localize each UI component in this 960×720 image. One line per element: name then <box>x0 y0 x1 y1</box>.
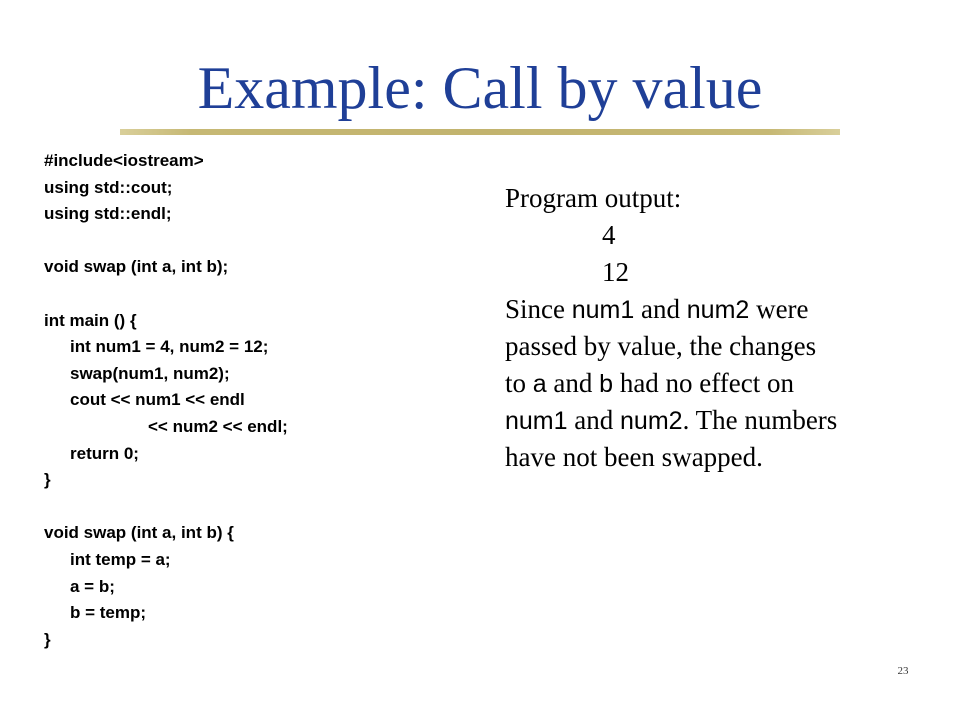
slide-title: Example: Call by value <box>197 55 763 121</box>
explanation-text: and <box>574 405 614 435</box>
code-line: } <box>44 470 51 490</box>
code-line: } <box>44 629 51 649</box>
explanation-line-2: passed by value, the changes <box>505 331 817 361</box>
code-line: swap(num1, num2); <box>70 363 230 383</box>
output-label: Program output: <box>505 183 682 213</box>
variable-num2: num2 <box>686 296 750 324</box>
explanation-line-4 <box>505 402 935 439</box>
variable-num1: num1 <box>505 407 568 435</box>
explanation-text: were <box>756 294 809 324</box>
code-block <box>44 148 464 653</box>
code-line: int temp = a; <box>70 549 171 569</box>
explanation-line-3 <box>505 365 935 402</box>
code-line-blank <box>44 228 464 255</box>
variable-a: a <box>532 370 547 398</box>
output-value-2: 12 <box>602 257 629 287</box>
code-line: << num2 << endl; <box>148 416 288 436</box>
page-number: 23 <box>897 665 909 677</box>
code-line: using std::cout; <box>44 177 173 197</box>
code-line-blank <box>44 494 464 521</box>
code-line: return 0; <box>70 443 139 463</box>
explanation-text: had no effect on <box>619 368 794 398</box>
explanation-text: and <box>641 294 681 324</box>
code-line: cout << num1 << endl <box>70 390 245 410</box>
title-underline <box>120 129 840 135</box>
code-line: a = b; <box>70 576 115 596</box>
variable-num1: num1 <box>571 296 635 324</box>
code-line: void swap (int a, int b); <box>44 257 229 277</box>
code-line: int main () { <box>44 310 137 330</box>
explanation-text: to <box>505 368 527 398</box>
code-line: void swap (int a, int b) { <box>44 523 234 543</box>
explanation-text: . The numbers <box>682 405 838 435</box>
program-output-panel <box>505 180 935 476</box>
code-line: int num1 = 4, num2 = 12; <box>70 337 269 357</box>
code-line-blank <box>44 281 464 308</box>
code-line: using std::endl; <box>44 204 172 224</box>
code-line: b = temp; <box>70 603 147 623</box>
explanation-text: and <box>553 368 593 398</box>
explanation-line-1 <box>505 291 935 328</box>
variable-num2: num2 <box>620 407 683 435</box>
explanation-text: Since <box>505 294 565 324</box>
variable-b: b <box>599 370 614 398</box>
output-value-1: 4 <box>602 220 616 250</box>
explanation-line-5: have not been swapped. <box>505 442 763 472</box>
code-line: #include<iostream> <box>44 151 204 170</box>
